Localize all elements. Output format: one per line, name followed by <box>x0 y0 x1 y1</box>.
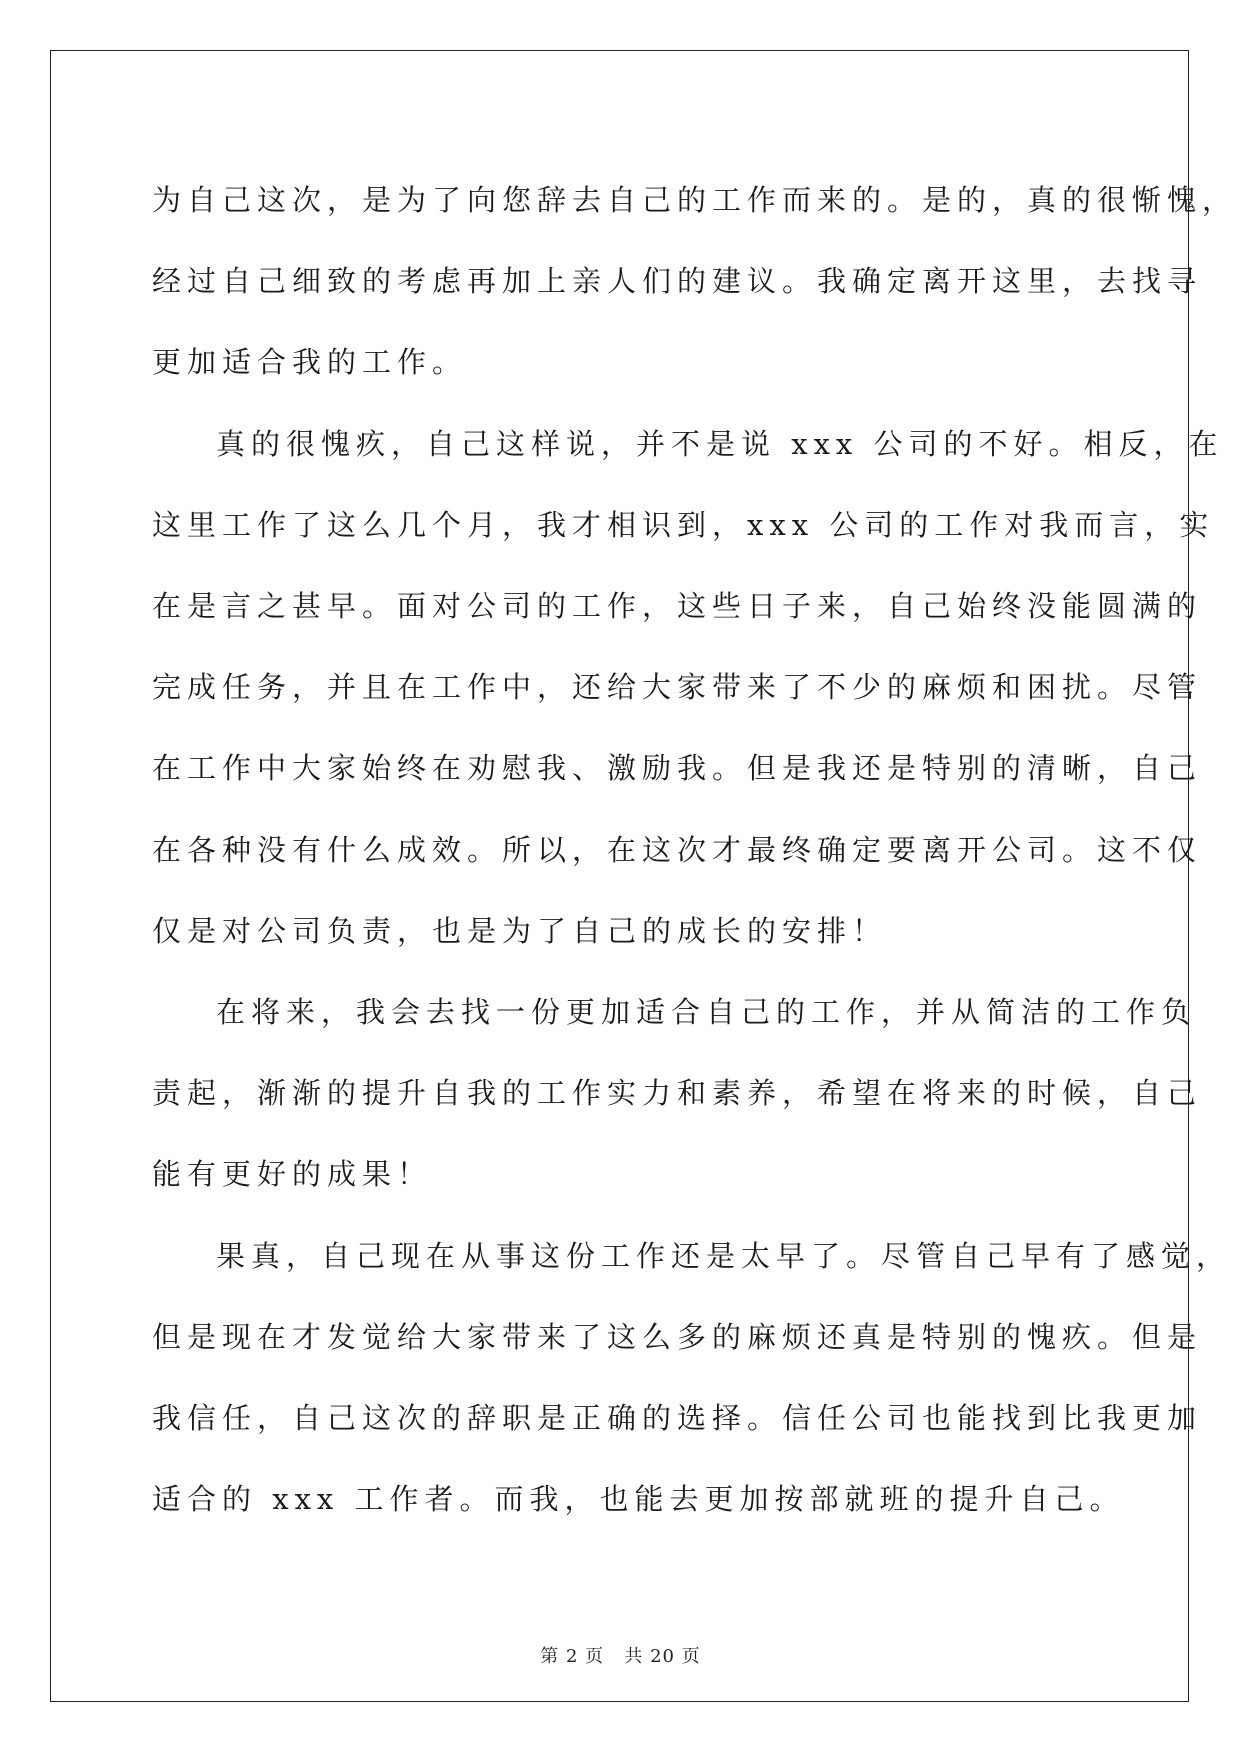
page-number: 第 2 页 <box>540 1646 605 1667</box>
text-line: 完成任务，并且在工作中，还给大家带来了不少的麻烦和困扰。尽管 <box>152 670 1203 705</box>
footer-spacer <box>604 1646 624 1667</box>
total-pages: 共 20 页 <box>624 1646 701 1667</box>
text-line: 在是言之甚早。面对公司的工作，这些日子来，自己始终没能圆满的 <box>152 589 1203 624</box>
text-line: 在各种没有什么成效。所以，在这次才最终确定要离开公司。这不仅 <box>152 832 1203 867</box>
text-line-content: 在将来，我会去找一份更加适合自己的工作，并从简洁的工作负 <box>216 995 1197 1030</box>
text-line-indented <box>152 404 1224 485</box>
text-line: 为自己这次，是为了向您辞去自己的工作而来的。是的，真的很惭愧， <box>152 183 1238 217</box>
text-line-indented <box>152 972 1197 1053</box>
text-line-indented <box>152 1216 1232 1297</box>
text-line-content: 果真，自己现在从事这份工作还是太早了。尽管自己早有了感觉， <box>216 1238 1232 1273</box>
paragraph-4 <box>152 1216 1232 1541</box>
page-footer <box>0 1642 1241 1668</box>
paragraph-2 <box>152 404 1224 972</box>
text-line: 但是现在才发觉给大家带来了这么多的麻烦还真是特别的愧疚。但是 <box>152 1319 1203 1354</box>
text-line: 适合的 xxx 工作者。而我，也能去更加按部就班的提升自己。 <box>152 1482 1125 1517</box>
paragraph-3 <box>152 972 1203 1216</box>
text-line: 仅是对公司负责，也是为了自己的成长的安排！ <box>152 913 888 948</box>
paragraph-1 <box>152 160 1238 404</box>
text-line: 更加适合我的工作。 <box>152 345 468 380</box>
text-line: 在工作中大家始终在劝慰我、激励我。但是我还是特别的清晰，自己 <box>152 751 1203 786</box>
text-line: 责起，渐渐的提升自我的工作实力和素养，希望在将来的时候，自己 <box>152 1076 1203 1111</box>
text-line: 这里工作了这么几个月，我才相识到，xxx 公司的工作对我而言，实 <box>152 507 1215 542</box>
text-line: 能有更好的成果！ <box>152 1157 433 1192</box>
text-line: 经过自己细致的考虑再加上亲人们的建议。我确定离开这里，去找寻 <box>152 264 1203 299</box>
text-line-content: 真的很愧疚，自己这样说，并不是说 xxx 公司的不好。相反，在 <box>216 426 1224 461</box>
text-line: 我信任，自己这次的辞职是正确的选择。信任公司也能找到比我更加 <box>152 1401 1203 1436</box>
document-body <box>152 160 1238 1540</box>
